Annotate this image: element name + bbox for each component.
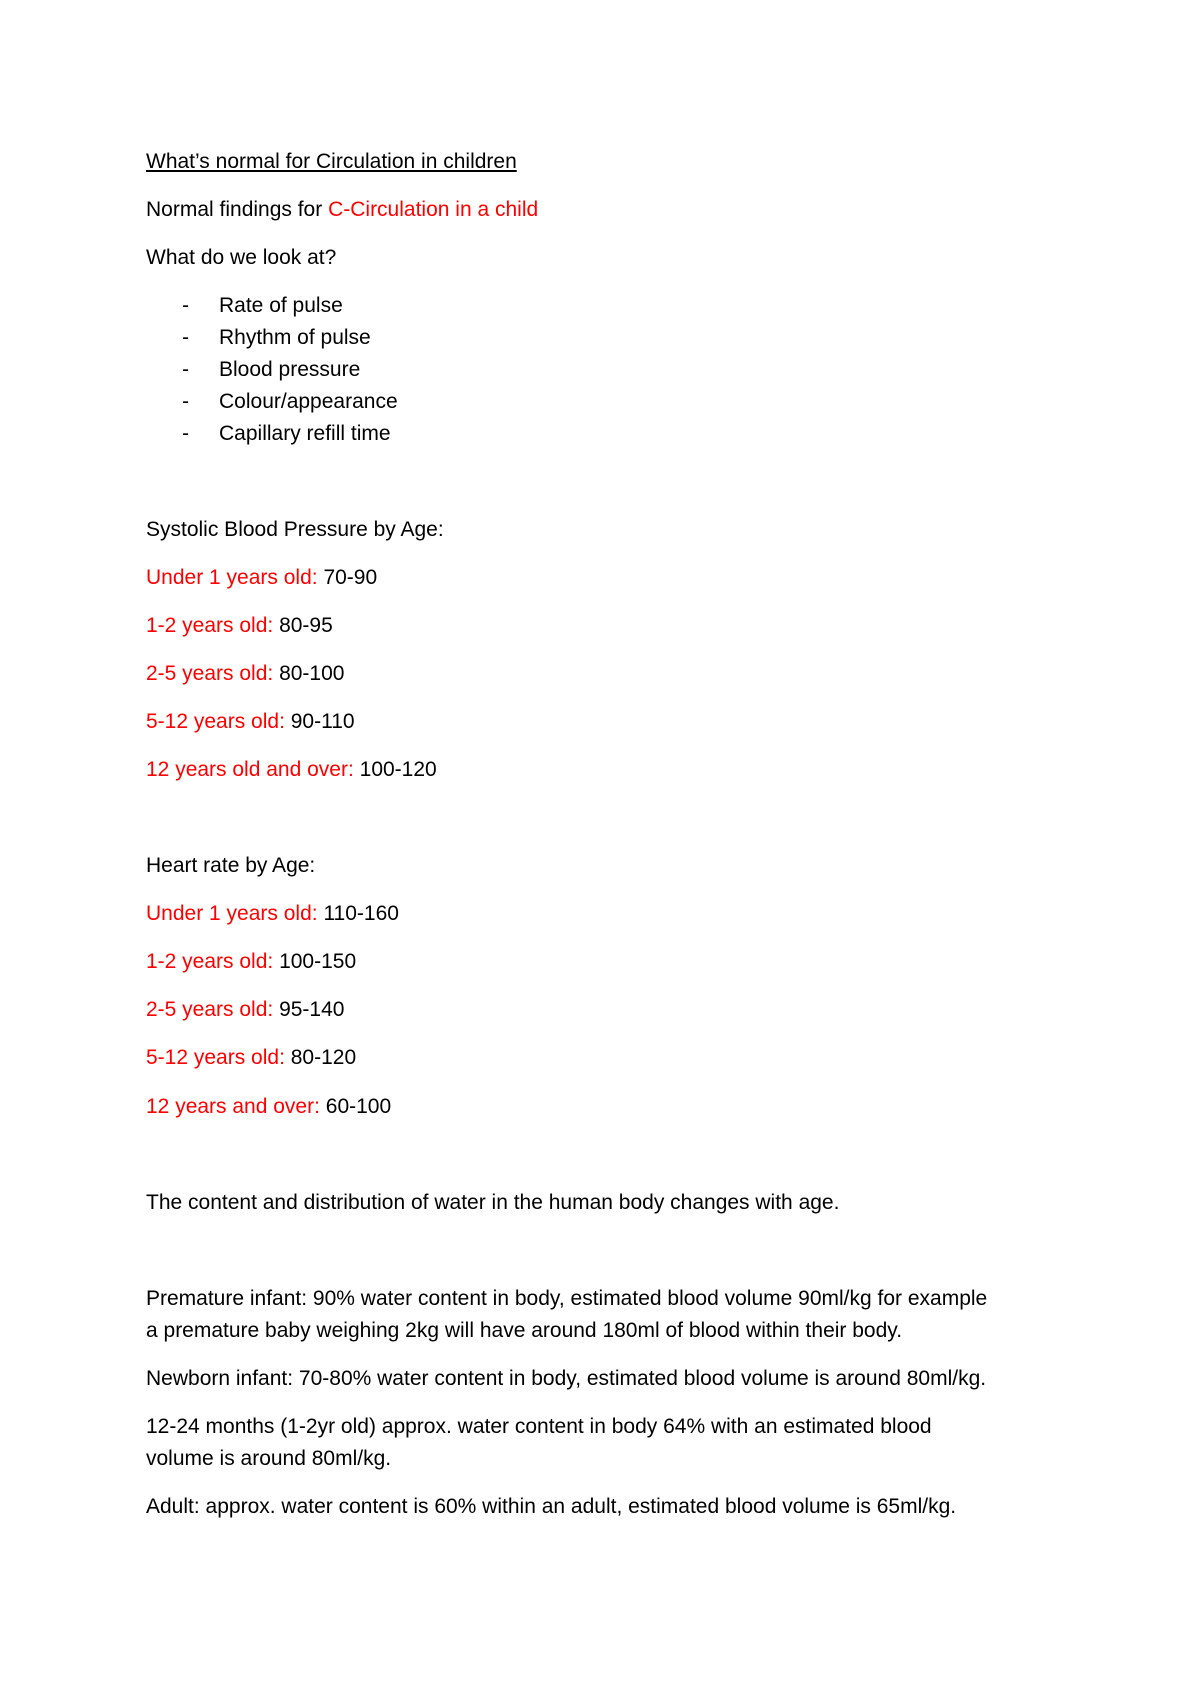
heart-rate-heading: Heart rate by Age: [146, 854, 316, 877]
bullet-marker: - [182, 422, 189, 445]
hr-value: 95-140 [279, 998, 345, 1021]
age-label: Under 1 years old: [146, 566, 324, 589]
age-label: 1-2 years old: [146, 950, 280, 973]
systolic-row [146, 562, 377, 594]
premature-paragraph-line-2: a premature baby weighing 2kg will have around 180ml of blood within their body. [146, 1319, 903, 1342]
age-label: 5-12 years old: [146, 1046, 291, 1069]
systolic-row [146, 706, 355, 738]
hr-value: 100-150 [279, 950, 357, 973]
toddler-paragraph-line-1: 12-24 months (1-2yr old) approx. water content in body 64% with an estimated blood [146, 1415, 932, 1438]
bp-value: 80-100 [279, 662, 345, 685]
age-label: 2-5 years old: [146, 998, 280, 1021]
bullet-marker: - [182, 294, 189, 317]
age-label: 1-2 years old: [146, 614, 280, 637]
question-line: What do we look at? [146, 246, 337, 269]
bullet-marker: - [182, 358, 189, 381]
bp-value: 100-120 [359, 758, 437, 781]
list-item: Colour/appearance [219, 390, 398, 413]
list-item: Rhythm of pulse [219, 326, 371, 349]
heart-rate-row [146, 994, 344, 1026]
hr-value: 80-120 [290, 1046, 357, 1069]
heart-rate-row [146, 946, 356, 978]
age-label: 12 years old and over: [146, 758, 360, 781]
heart-rate-row [146, 1042, 356, 1074]
hr-value: 110-160 [323, 902, 399, 925]
age-label: 5-12 years old: [146, 710, 291, 733]
heart-rate-row [146, 898, 399, 930]
age-label: Under 1 years old: [146, 902, 324, 925]
age-label: 12 years and over: [146, 1095, 326, 1118]
normal-findings-prefix: Normal findings for [146, 198, 329, 221]
normal-findings-line [146, 194, 538, 226]
age-label: 2-5 years old: [146, 662, 280, 685]
heart-rate-row [146, 1091, 391, 1123]
systolic-row [146, 754, 437, 786]
bp-value: 80-95 [279, 614, 333, 637]
premature-paragraph-line-1: Premature infant: 90% water content in body, estimated blood volume 90ml/kg for example [146, 1287, 988, 1310]
list-item: Rate of pulse [219, 294, 343, 317]
systolic-row [146, 610, 333, 642]
newborn-paragraph: Newborn infant: 70-80% water content in body, estimated blood volume is around 80ml/kg. [146, 1367, 987, 1390]
bp-value: 70-90 [323, 566, 378, 589]
bullet-marker: - [182, 390, 189, 413]
normal-findings-highlight: C-Circulation in a child [328, 198, 539, 221]
bp-value: 90-110 [290, 710, 355, 733]
list-item: Blood pressure [219, 358, 361, 381]
document-title: What’s normal for Circulation in children [146, 150, 517, 173]
systolic-row [146, 658, 344, 690]
toddler-paragraph-line-2: volume is around 80ml/kg. [146, 1447, 392, 1470]
systolic-heading: Systolic Blood Pressure by Age: [146, 518, 444, 541]
list-item: Capillary refill time [219, 422, 391, 445]
hr-value: 60-100 [325, 1095, 392, 1118]
water-intro: The content and distribution of water in the human body changes with age. [146, 1191, 840, 1214]
adult-paragraph: Adult: approx. water content is 60% within an adult, estimated blood volume is 65ml/kg. [146, 1495, 957, 1518]
bullet-marker: - [182, 326, 189, 349]
